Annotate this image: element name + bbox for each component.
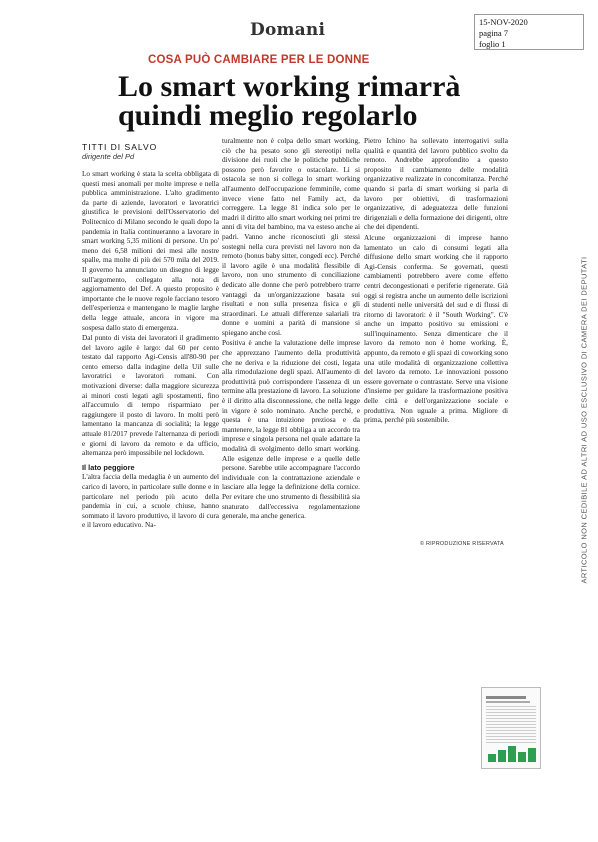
article-kicker: COSA PUÒ CAMBIARE PER LE DONNE — [148, 54, 370, 66]
article-headline — [118, 72, 478, 130]
author-name: TITTI DI SALVO — [82, 142, 158, 152]
sheet-number-label: foglio 1 — [479, 39, 506, 49]
date-label: 15-NOV-2020 — [479, 17, 528, 27]
paragraph: Lo smart working è stata la scelta obbligata di questi mesi anomali per molte imprese e nella pubblica amministrazione. L'alto gradimento da parte di aziende, lavoratori e lavoratrici giustifica le previsioni dell'Osservatorio del Politecnico di Milano secondo le quali dopo la pandemia in Italia continueranno a lavorare in smart working 5,35 milioni di persone. Un po' meno dei 6,58 milioni dei mesi alle nostre spalle, ma molte di più dei 570 mila del 2019. Il governo ha annunciato un disegno di legge sull'argomento, collegato alla nota di aggiornamento del Def. A questo proposito è importante che le nuove regole facciano tesoro dell'esperienza e mantengano le maglie larghe della legge attuale, ancora in vigore ma sospesa dallo stato di emergenza. — [82, 170, 219, 332]
article-column-1 — [82, 170, 219, 765]
paragraph: turalmente non è colpa dello smart working, ciò che ha pesato sono gli stereotipi nella divisione dei ruoli che le politiche pubbliche possono però favorire o ostacolare. Lì si ostacola se non si collega lo smart working all'aumento dell'occupazione femminile, come invece viene fatto nel Family act, da correggere. La legge 81 indica solo per le madri il diritto allo smart working nei primi tre anni di vita del bambino, ma va esteso anche ai padri. Vanno anche riconosciuti gli stessi sostegni nella cura previsti nel lavoro non da remoto (bonus baby sitter, congedi ecc). Perché il lavoro agile è una modalità flessibile di lavoro, non uno strumento di conciliazione dedicato alle donne che però potrebbero trarre vantaggi da un'organizzazione basata sui risultati e non sulla presenza fisica e gli straordinari. Le attuali differenze salariali tra donne e uomini a parità di mansione si spiegano anche così. — [222, 137, 360, 337]
article-column-3 — [364, 137, 508, 542]
paragraph: Alcune organizzazioni di imprese hanno lamentato un calo di consumi legati alla diffusione dello smart working che il rapporto Agi-Censis conferma. Se governati, questi cambiamenti potrebbero avere come effetto centri decongestionati e periferie rigenerate. Già oggi si registra anche un aumento delle iscrizioni di studenti nelle università del sud e di flussi di ritorno di lavoratori: è il "South Working". C'è anche un impatto positivo su emissioni e sull'inquinamento. Senza dimenticare che il lavoro da remoto non è home working. È, appunto, da remoto e gli spazi di coworking sono una utile modalità di organizzazione collettiva del lavoro da remoto. Le innovazioni possono essere governate o contrastate. Serve una visione d'insieme per guidare la trasformazione positiva delle città e dell'organizzazione sociale e produttiva. Non uguale a prima. Migliore di prima, perché più sostenibile. — [364, 233, 508, 425]
page-thumbnail — [481, 687, 541, 769]
thumbnail-text-block — [486, 706, 536, 744]
article-column-2 — [222, 137, 360, 657]
copyright-notice: © RIPRODUZIONE RISERVATA — [420, 541, 504, 547]
paragraph: L'altra faccia della medaglia è un aumento del carico di lavoro, in particolare sulle donne e in particolare nel periodo più acuto della pandemia in cui, a scuole chiuse, hanno sommato il lavoro produttivo, il lavoro di cura e il lavoro educativo. Na- — [82, 473, 219, 530]
headline-line-1: Lo smart working rimarrà — [118, 70, 461, 103]
subheading: Il lato peggiore — [82, 462, 135, 472]
thumbnail-title-line — [486, 696, 526, 699]
thumbnail-subtitle-line — [486, 701, 530, 703]
paragraph: Positiva è anche la valutazione delle imprese che apprezzano l'aumento della produttività che ne deriva e la riduzione dei costi, legata alla rimodulazione degli spazi. All'aumento di produttività può corrispondere l'assenza di un termine alla prestazione di lavoro. La soluzione è il diritto alla disconnessione, che nella legge in vigore è solo nominato. Anche perché, e questa è una intuizione preziosa e da mantenere, la legge 81 obbliga a un accordo tra imprese e singola persona nel quale adattare la modalità di svolgimento dello smart working. Alle esigenze delle imprese e a quelle delle persone. Sarebbe utile accompagnare l'accordo individuale con la contrattazione aziendale e lasciare alla legge la definizione della cornice. Per evitare che uno strumento di flessibilità sia snaturato dall'eccessiva regolamentazione generale, ma anche generica. — [222, 339, 360, 521]
side-notice — [579, 256, 589, 584]
headline-line-2: quindi meglio regolarlo — [118, 99, 418, 132]
paragraph: Pietro Ichino ha sollevato interrogativi sulla qualità e quantità del lavoro pubblico svolto da remoto. Andrebbe approfondito a questo proposito il cambiamento delle modalità organizzative realizzate in concomitanza. Perché quando si parla di smart working si parla di lavoro per obiettivi, di trasformazioni organizzative, di adeguatezza delle funzioni dirigenziali e della formazione dei dirigenti, oltre che dei dipendenti. — [364, 137, 508, 232]
thumbnail-green-blocks — [488, 746, 536, 762]
page-meta-box — [474, 14, 584, 50]
paragraph: Dal punto di vista dei lavoratori il gradimento del lavoro agile è largo: dal 60 per cento testato dal rapporto Agi-Censis all'80-90 per cento emerso dalla indagine della Uil sulle lavoratrici e lavoratori romani. Con motivazioni diverse: dalla maggiore sicurezza ai minori costi legati agli spostamenti, fino all'accumulo di tempo risparmiato per raggiungere il posto di lavoro. In molti però lamentano la mancanza di socialità; la legge attuale 81/2017 prevede l'alternanza di periodi e giorni di lavoro da remoto e da ufficio, alternanza però impossibile nel lockdown. — [82, 334, 219, 458]
author-role: dirigente del Pd — [82, 152, 135, 161]
side-notice-text: ARTICOLO NON CEDIBILE AD ALTRI AD USO ESCLUSIVO DI CAMERA DEI DEPUTATI — [579, 256, 589, 584]
page-number-label: pagina 7 — [479, 28, 509, 38]
masthead: Domani — [250, 20, 326, 40]
